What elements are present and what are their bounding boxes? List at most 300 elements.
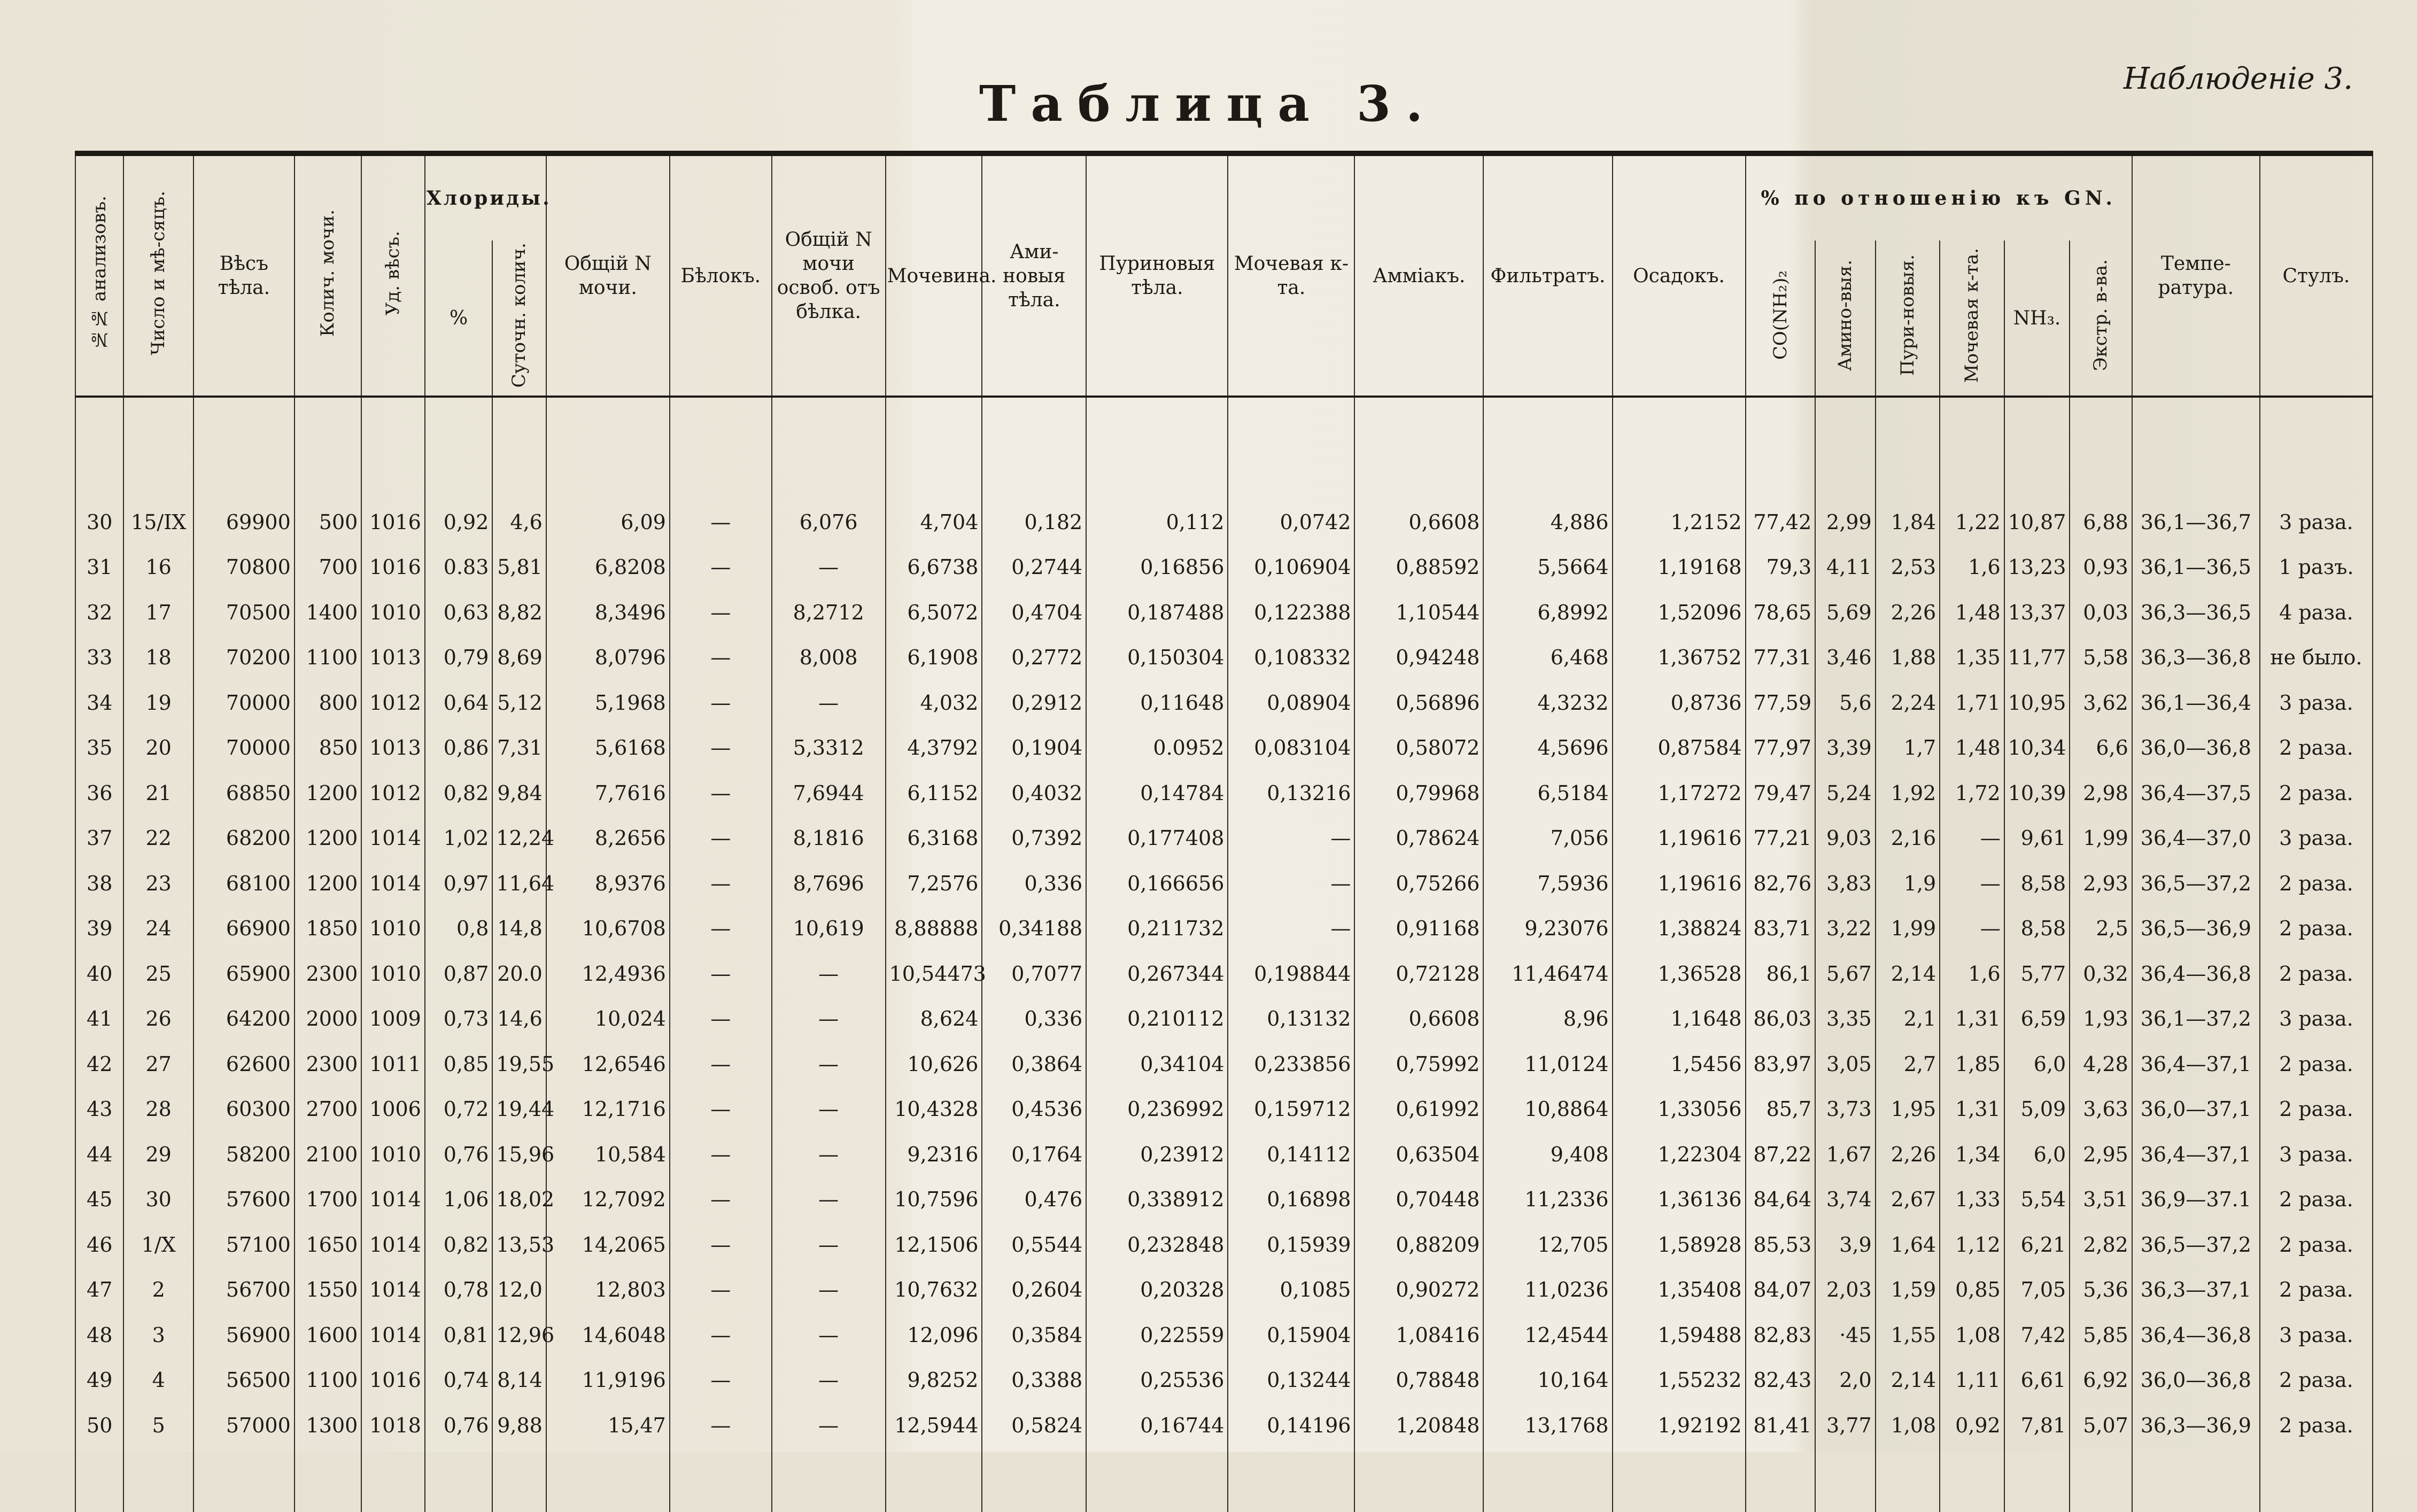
- table-cell: 21: [123, 770, 193, 816]
- table-cell: 3,63: [2070, 1087, 2132, 1132]
- table-cell: 8,2712: [772, 590, 886, 635]
- table-body: [75, 397, 2373, 1512]
- table-cell: 0,08904: [1228, 680, 1354, 725]
- table-cell: 2000: [295, 996, 362, 1042]
- table-cell: 0,82: [425, 1222, 493, 1267]
- table-cell: 3,39: [1815, 725, 1875, 771]
- table-cell: 46: [75, 1222, 123, 1267]
- table-cell: 1,9: [1876, 860, 1940, 906]
- table-cell: 0,82: [425, 770, 493, 816]
- table-cell: 0,3388: [982, 1358, 1086, 1403]
- table-cell: 0,85: [1940, 1267, 2004, 1313]
- table-cell: 7,056: [1483, 816, 1612, 861]
- table-cell: 0,336: [982, 860, 1086, 906]
- table-cell: 1700: [295, 1177, 362, 1222]
- table-cell: не было.: [2260, 635, 2373, 680]
- table-cell: 83,71: [1746, 906, 1816, 951]
- table-cell: 27: [123, 1041, 193, 1087]
- table-cell: 83,97: [1746, 1041, 1816, 1087]
- spacer-row: [75, 1448, 2373, 1512]
- table-cell: 14,6: [492, 996, 546, 1042]
- table-row: [75, 1402, 2373, 1448]
- table-cell: 70000: [193, 680, 295, 725]
- table-cell: 10,34: [2004, 725, 2070, 771]
- table-cell: 8,3496: [546, 590, 670, 635]
- table-cell: —: [670, 1402, 772, 1448]
- table-cell: 0,25536: [1086, 1358, 1228, 1403]
- table-cell: 0,177408: [1086, 816, 1228, 861]
- table-cell: 4: [123, 1358, 193, 1403]
- table-cell: 22: [123, 816, 193, 861]
- table-cell: 68850: [193, 770, 295, 816]
- table-row: [75, 1312, 2373, 1358]
- table-cell: 2 раза.: [2260, 1267, 2373, 1313]
- table-cell: 6,0: [2004, 1041, 2070, 1087]
- table-cell: 1,35: [1940, 635, 2004, 680]
- table-cell: 0,166656: [1086, 860, 1228, 906]
- table-cell: 5,69: [1815, 590, 1875, 635]
- table-cell: 70000: [193, 725, 295, 771]
- table-cell: 0,79968: [1354, 770, 1483, 816]
- table-cell: 3 раза.: [2260, 816, 2373, 861]
- table-cell: 2 раза.: [2260, 1177, 2373, 1222]
- table-cell: 0,76: [425, 1402, 493, 1448]
- table-cell: 1,5456: [1613, 1041, 1746, 1087]
- table-cell: 1010: [361, 1131, 425, 1177]
- table-cell: 2,26: [1876, 590, 1940, 635]
- table-cell: 34: [75, 680, 123, 725]
- header-amino: Ами-новыя тѣла.: [982, 153, 1086, 397]
- table-cell: —: [670, 725, 772, 771]
- table-cell: 5,5664: [1483, 545, 1612, 590]
- table-cell: 50: [75, 1402, 123, 1448]
- table-cell: 1,22: [1940, 499, 2004, 545]
- table-cell: 8,96: [1483, 996, 1612, 1042]
- table-cell: 10,164: [1483, 1358, 1612, 1403]
- table-cell: 1300: [295, 1402, 362, 1448]
- table-cell: 2,98: [2070, 770, 2132, 816]
- table-cell: 60300: [193, 1087, 295, 1132]
- table-cell: 0,87584: [1613, 725, 1746, 771]
- table-cell: 1,34: [1940, 1131, 2004, 1177]
- table-cell: 6,92: [2070, 1358, 2132, 1403]
- table-cell: 12,24: [492, 816, 546, 861]
- table-cell: 1,99: [2070, 816, 2132, 861]
- header-num: №№ анализовъ.: [75, 153, 123, 397]
- table-cell: 5,54: [2004, 1177, 2070, 1222]
- table-cell: 0,2744: [982, 545, 1086, 590]
- table-cell: 2 раза.: [2260, 860, 2373, 906]
- table-cell: 1014: [361, 1177, 425, 1222]
- table-cell: 6,0: [2004, 1131, 2070, 1177]
- table-cell: 7,42: [2004, 1312, 2070, 1358]
- table-cell: 5,67: [1815, 951, 1875, 996]
- table-cell: 7,31: [492, 725, 546, 771]
- table-cell: 1018: [361, 1402, 425, 1448]
- table-cell: 1,19616: [1613, 860, 1746, 906]
- table-cell: 5,36: [2070, 1267, 2132, 1313]
- table-cell: 2 раза.: [2260, 951, 2373, 996]
- table-cell: 10,8864: [1483, 1087, 1612, 1132]
- header-purine: Пуриновыя тѣла.: [1086, 153, 1228, 397]
- table-cell: 2,5: [2070, 906, 2132, 951]
- table-cell: 1600: [295, 1312, 362, 1358]
- table-cell: 0,88209: [1354, 1222, 1483, 1267]
- table-cell: 44: [75, 1131, 123, 1177]
- table-cell: 56700: [193, 1267, 295, 1313]
- table-cell: 2 раза.: [2260, 1402, 2373, 1448]
- table-cell: 19,44: [492, 1087, 546, 1132]
- table-cell: 0,63: [425, 590, 493, 635]
- table-cell: 36,4—37,1: [2132, 1041, 2260, 1087]
- table-cell: 0,233856: [1228, 1041, 1354, 1087]
- table-cell: 26: [123, 996, 193, 1042]
- table-row: [75, 951, 2373, 996]
- table-cell: 79,3: [1746, 545, 1816, 590]
- table-cell: 6,6: [2070, 725, 2132, 771]
- table-cell: 18: [123, 635, 193, 680]
- table-cell: 2 раза.: [2260, 770, 2373, 816]
- table-cell: 6,5184: [1483, 770, 1612, 816]
- table-row: [75, 1222, 2373, 1267]
- table-cell: —: [670, 1358, 772, 1403]
- table-cell: 2: [123, 1267, 193, 1313]
- table-cell: —: [670, 816, 772, 861]
- table-cell: 2,99: [1815, 499, 1875, 545]
- table-cell: 36,0—36,8: [2132, 1358, 2260, 1403]
- table-cell: 19: [123, 680, 193, 725]
- header-chlor-daily: Суточн. колич.: [492, 241, 546, 397]
- table-cell: 1400: [295, 590, 362, 635]
- table-cell: 36,5—37,2: [2132, 1222, 2260, 1267]
- table-cell: 3 раза.: [2260, 996, 2373, 1042]
- table-cell: 1,31: [1940, 996, 2004, 1042]
- table-cell: 5,81: [492, 545, 546, 590]
- table-cell: 12,705: [1483, 1222, 1612, 1267]
- table-cell: 2,14: [1876, 951, 1940, 996]
- table-cell: 12,1506: [886, 1222, 982, 1267]
- table-cell: 70500: [193, 590, 295, 635]
- table-cell: 0,72: [425, 1087, 493, 1132]
- table-cell: —: [670, 860, 772, 906]
- table-row: [75, 1177, 2373, 1222]
- table-cell: 0,20328: [1086, 1267, 1228, 1313]
- table-cell: 0.83: [425, 545, 493, 590]
- table-cell: 1,67: [1815, 1131, 1875, 1177]
- table-cell: 10,024: [546, 996, 670, 1042]
- table-cell: 36,4—37,5: [2132, 770, 2260, 816]
- table-cell: 1013: [361, 635, 425, 680]
- table-cell: 15,96: [492, 1131, 546, 1177]
- table-cell: —: [670, 1131, 772, 1177]
- table-cell: 0,97: [425, 860, 493, 906]
- table-cell: 13,37: [2004, 590, 2070, 635]
- table-cell: —: [670, 590, 772, 635]
- table-cell: 5,12: [492, 680, 546, 725]
- table-cell: 12,4936: [546, 951, 670, 996]
- table-cell: 6,88: [2070, 499, 2132, 545]
- table-cell: 39: [75, 906, 123, 951]
- table-cell: 1,85: [1940, 1041, 2004, 1087]
- table-cell: 14,8: [492, 906, 546, 951]
- table-cell: 15,47: [546, 1402, 670, 1448]
- table-cell: 1,92192: [1613, 1402, 1746, 1448]
- table-cell: 0,5824: [982, 1402, 1086, 1448]
- table-cell: 10,39: [2004, 770, 2070, 816]
- table-cell: 1,12: [1940, 1222, 2004, 1267]
- table-cell: 0,72128: [1354, 951, 1483, 996]
- table-cell: 0,32: [2070, 951, 2132, 996]
- table-cell: 2,14: [1876, 1358, 1940, 1403]
- table-cell: 1550: [295, 1267, 362, 1313]
- table-cell: 6,5072: [886, 590, 982, 635]
- header-p-urea: CO(NH₂)₂: [1746, 241, 1816, 397]
- table-cell: 82,83: [1746, 1312, 1816, 1358]
- table-cell: 1,84: [1876, 499, 1940, 545]
- table-cell: 82,43: [1746, 1358, 1816, 1403]
- table-row: [75, 1087, 2373, 1132]
- table-row: [75, 499, 2373, 545]
- table-cell: 5,07: [2070, 1402, 2132, 1448]
- observation-label: Наблюденiе 3.: [2123, 61, 2353, 96]
- table-cell: 77,59: [1746, 680, 1816, 725]
- table-cell: 12,1716: [546, 1087, 670, 1132]
- table-cell: 7,2576: [886, 860, 982, 906]
- table-cell: 0,74: [425, 1358, 493, 1403]
- header-p-extr: Экстр. в-ва.: [2070, 241, 2132, 397]
- header-p-purine: Пури-новыя.: [1876, 241, 1940, 397]
- table-cell: 850: [295, 725, 362, 771]
- table-cell: 0,106904: [1228, 545, 1354, 590]
- table-cell: 14,6048: [546, 1312, 670, 1358]
- table-cell: 10,7632: [886, 1267, 982, 1313]
- table-cell: 49: [75, 1358, 123, 1403]
- table-cell: 84,07: [1746, 1267, 1816, 1313]
- header-p-nh3: NH₃.: [2004, 241, 2070, 397]
- table-cell: 36,3—36,5: [2132, 590, 2260, 635]
- table-cell: 0,1904: [982, 725, 1086, 771]
- table-cell: 2,26: [1876, 1131, 1940, 1177]
- table-cell: 18,02: [492, 1177, 546, 1222]
- table-cell: 2 раза.: [2260, 1222, 2373, 1267]
- table-cell: 1,17272: [1613, 770, 1746, 816]
- table-cell: 0,236992: [1086, 1087, 1228, 1132]
- table-cell: 1,72: [1940, 770, 2004, 816]
- table-cell: 31: [75, 545, 123, 590]
- table-cell: 10,584: [546, 1131, 670, 1177]
- table-cell: 1011: [361, 1041, 425, 1087]
- table-cell: 35: [75, 725, 123, 771]
- table-cell: 5,6: [1815, 680, 1875, 725]
- table-cell: 0,4704: [982, 590, 1086, 635]
- table-cell: 1016: [361, 545, 425, 590]
- table-cell: 1,02: [425, 816, 493, 861]
- table-cell: 66900: [193, 906, 295, 951]
- table-cell: 0,6608: [1354, 996, 1483, 1042]
- table-cell: 0,61992: [1354, 1087, 1483, 1132]
- header-total-n: Общiй N мочи.: [546, 153, 670, 397]
- table-cell: 2 раза.: [2260, 1041, 2373, 1087]
- table-cell: 1,58928: [1613, 1222, 1746, 1267]
- table-cell: 0,3864: [982, 1041, 1086, 1087]
- table-cell: 2700: [295, 1087, 362, 1132]
- table-cell: 29: [123, 1131, 193, 1177]
- table-cell: 1,36528: [1613, 951, 1746, 996]
- table-cell: 10,619: [772, 906, 886, 951]
- table-cell: 1014: [361, 816, 425, 861]
- table-cell: 0,03: [2070, 590, 2132, 635]
- table-cell: 1,11: [1940, 1358, 2004, 1403]
- table-cell: 28: [123, 1087, 193, 1132]
- table-cell: 1 разъ.: [2260, 545, 2373, 590]
- table-cell: —: [772, 1087, 886, 1132]
- table-cell: 0,2604: [982, 1267, 1086, 1313]
- table-row: [75, 816, 2373, 861]
- table-cell: 1,19616: [1613, 816, 1746, 861]
- table-cell: 77,42: [1746, 499, 1816, 545]
- table-cell: 1200: [295, 816, 362, 861]
- table-cell: 85,53: [1746, 1222, 1816, 1267]
- table-cell: 0,34104: [1086, 1041, 1228, 1087]
- table-cell: 48: [75, 1312, 123, 1358]
- table-cell: 0,23912: [1086, 1131, 1228, 1177]
- table-cell: 0,211732: [1086, 906, 1228, 951]
- table-cell: 5: [123, 1402, 193, 1448]
- table-cell: 2 раза.: [2260, 906, 2373, 951]
- table-cell: 1,08: [1876, 1402, 1940, 1448]
- table-cell: 16: [123, 545, 193, 590]
- header-p-uric: Мочевая к-та.: [1940, 241, 2004, 397]
- table-cell: 42: [75, 1041, 123, 1087]
- table-cell: 1,93: [2070, 996, 2132, 1042]
- table-cell: 9,84: [492, 770, 546, 816]
- table-cell: 36,0—36,8: [2132, 725, 2260, 771]
- table-cell: —: [1228, 860, 1354, 906]
- table-cell: 0,4536: [982, 1087, 1086, 1132]
- table-cell: 5,1968: [546, 680, 670, 725]
- table-cell: 3,46: [1815, 635, 1875, 680]
- table-cell: 0,76: [425, 1131, 493, 1177]
- table-cell: 56900: [193, 1312, 295, 1358]
- table-cell: 1,7: [1876, 725, 1940, 771]
- table-cell: 9,408: [1483, 1131, 1612, 1177]
- table-cell: 500: [295, 499, 362, 545]
- table-cell: 0,93: [2070, 545, 2132, 590]
- table-cell: 2300: [295, 951, 362, 996]
- table-cell: 36,0—37,1: [2132, 1087, 2260, 1132]
- table-cell: 20.0: [492, 951, 546, 996]
- table-cell: 70800: [193, 545, 295, 590]
- table-cell: 1,31: [1940, 1087, 2004, 1132]
- table-cell: 4,5696: [1483, 725, 1612, 771]
- table-cell: 0,88592: [1354, 545, 1483, 590]
- table-cell: 1,88: [1876, 635, 1940, 680]
- table-cell: —: [772, 1222, 886, 1267]
- table-cell: 3: [123, 1312, 193, 1358]
- table-cell: 5,3312: [772, 725, 886, 771]
- table-cell: 36,3—36,9: [2132, 1402, 2260, 1448]
- table-cell: —: [772, 1402, 886, 1448]
- table-cell: 1014: [361, 1267, 425, 1313]
- table-cell: 2,67: [1876, 1177, 1940, 1222]
- table-cell: 0,159712: [1228, 1087, 1354, 1132]
- table-cell: 0,15939: [1228, 1222, 1354, 1267]
- table-cell: 8,14: [492, 1358, 546, 1403]
- table-cell: 64200: [193, 996, 295, 1042]
- table-cell: 24: [123, 906, 193, 951]
- table-cell: 12,96: [492, 1312, 546, 1358]
- table-cell: 1,6: [1940, 951, 2004, 996]
- table-row: [75, 545, 2373, 590]
- table-cell: 1010: [361, 906, 425, 951]
- table-cell: 85,7: [1746, 1087, 1816, 1132]
- table-cell: 0,78: [425, 1267, 493, 1313]
- table-cell: 0,4032: [982, 770, 1086, 816]
- table-cell: —: [670, 1087, 772, 1132]
- table-cell: 6,8992: [1483, 590, 1612, 635]
- table-cell: 5,77: [2004, 951, 2070, 996]
- table-cell: —: [670, 996, 772, 1042]
- table-cell: —: [670, 499, 772, 545]
- table-cell: 86,03: [1746, 996, 1816, 1042]
- table-cell: 6,6738: [886, 545, 982, 590]
- table-cell: 0,3584: [982, 1312, 1086, 1358]
- table-cell: —: [772, 1041, 886, 1087]
- table-cell: —: [670, 1267, 772, 1313]
- table-cell: 33: [75, 635, 123, 680]
- table-cell: 10,4328: [886, 1087, 982, 1132]
- table-cell: 10,7596: [886, 1177, 982, 1222]
- table-cell: 0,22559: [1086, 1312, 1228, 1358]
- table-cell: 2,95: [2070, 1131, 2132, 1177]
- table-cell: 1,92: [1876, 770, 1940, 816]
- table-cell: 40: [75, 951, 123, 996]
- table-cell: 8,1816: [772, 816, 886, 861]
- header-urea: Мочевина.: [886, 153, 982, 397]
- table-cell: 1,20848: [1354, 1402, 1483, 1448]
- table-cell: 36,1—36,4: [2132, 680, 2260, 725]
- table-cell: 1,55232: [1613, 1358, 1746, 1403]
- table-cell: 37: [75, 816, 123, 861]
- table-cell: 4 раза.: [2260, 590, 2373, 635]
- table-cell: 8,2656: [546, 816, 670, 861]
- table-cell: 0,87: [425, 951, 493, 996]
- table-cell: 8,7696: [772, 860, 886, 906]
- table-cell: 0,70448: [1354, 1177, 1483, 1222]
- table-row: [75, 635, 2373, 680]
- table-cell: 12,5944: [886, 1402, 982, 1448]
- table-cell: 0,112: [1086, 499, 1228, 545]
- table-cell: 2 раза.: [2260, 1087, 2373, 1132]
- table-cell: 79,47: [1746, 770, 1816, 816]
- table-cell: 0,2772: [982, 635, 1086, 680]
- table-cell: 1012: [361, 770, 425, 816]
- table-cell: 7,5936: [1483, 860, 1612, 906]
- table-cell: 2,03: [1815, 1267, 1875, 1313]
- table-cell: 3,73: [1815, 1087, 1875, 1132]
- table-cell: 86,1: [1746, 951, 1816, 996]
- table-cell: 0.0952: [1086, 725, 1228, 771]
- table-cell: 9,23076: [1483, 906, 1612, 951]
- table-cell: 2,1: [1876, 996, 1940, 1042]
- table-cell: 0,86: [425, 725, 493, 771]
- table-cell: 0,8: [425, 906, 493, 951]
- table-cell: 78,65: [1746, 590, 1816, 635]
- table-cell: 3,62: [2070, 680, 2132, 725]
- table-cell: 36,1—36,7: [2132, 499, 2260, 545]
- table-cell: 4,3232: [1483, 680, 1612, 725]
- table-cell: 13,53: [492, 1222, 546, 1267]
